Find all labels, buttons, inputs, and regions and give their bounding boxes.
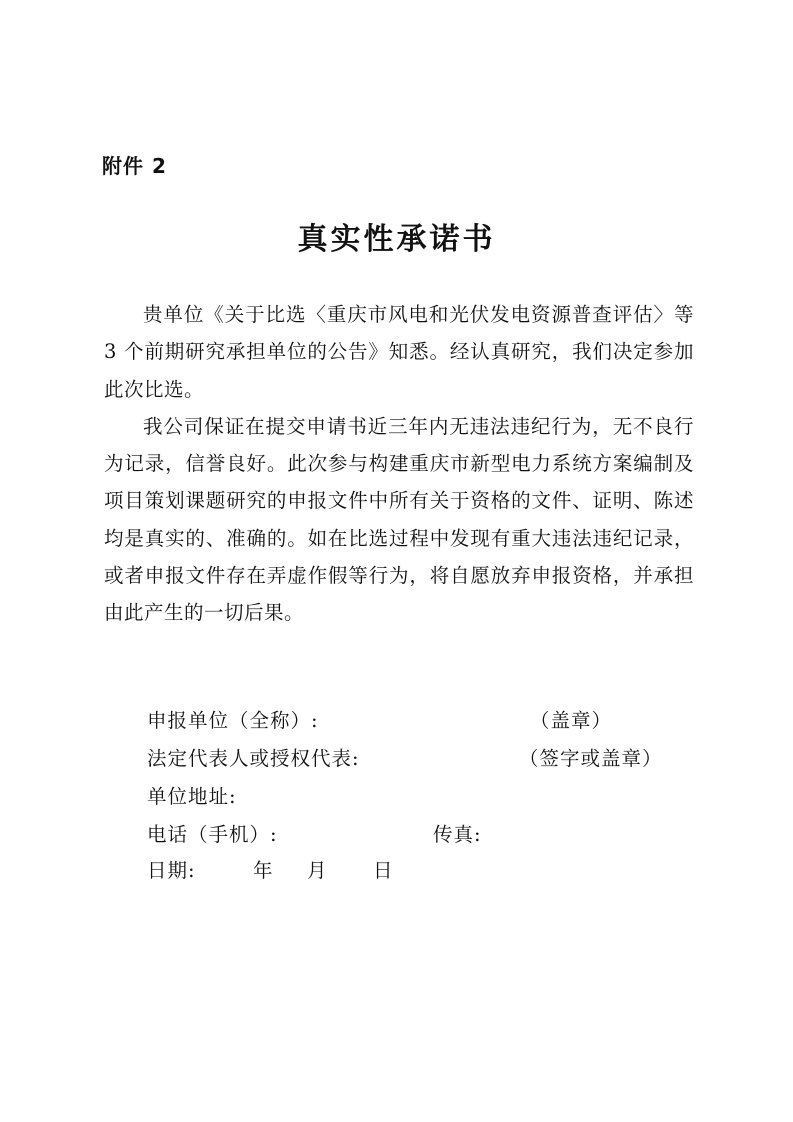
unit-stamp-note: （盖章）: [530, 709, 613, 732]
signature-unit-row: [147, 704, 707, 738]
signature-representative-row: [147, 742, 707, 776]
address-label: 单位地址:: [147, 785, 237, 808]
representative-label: 法定代表人或授权代表:: [147, 747, 360, 770]
date-year-label: 年: [253, 859, 274, 882]
date-day-label: 日: [373, 859, 394, 882]
unit-label: 申报单位（全称）:: [147, 709, 319, 732]
fax-label: 传真:: [433, 823, 482, 846]
signature-contact-row: [147, 818, 707, 852]
date-month-label: 月: [307, 859, 328, 882]
date-label: 日期:: [147, 859, 196, 882]
paragraph-announcement: 贵单位《关于比选〈重庆市风电和光伏发电资源普查评估〉等 3 个前期研究承担单位的公告》知悉。经认真研究，我们决定参加此次比选。: [104, 303, 694, 401]
paragraph-commitment: 我公司保证在提交申请书近三年内无违法违纪行为，无不良行为记录，信誉良好。此次参与构建重庆市新型电力系统方案编制及项目策划课题研究的申报文件中所有关于资格的文件、证明、陈述均是真实的、准确的。如在比选过程中发现有重大违法违纪记录，或者申报文件存在弄虚作假等行为，将自愿放弃申报资格，并承担由此产生的一切后果。: [104, 414, 694, 625]
attachment-label: 附件 2: [102, 154, 167, 178]
representative-sign-note: （签字或盖章）: [519, 747, 663, 770]
signature-date-row: [147, 854, 707, 888]
document-title: 真实性承诺书: [297, 222, 496, 257]
document-body: [104, 296, 694, 632]
phone-label: 电话（手机）:: [147, 823, 278, 846]
signature-address-row: [147, 780, 707, 814]
